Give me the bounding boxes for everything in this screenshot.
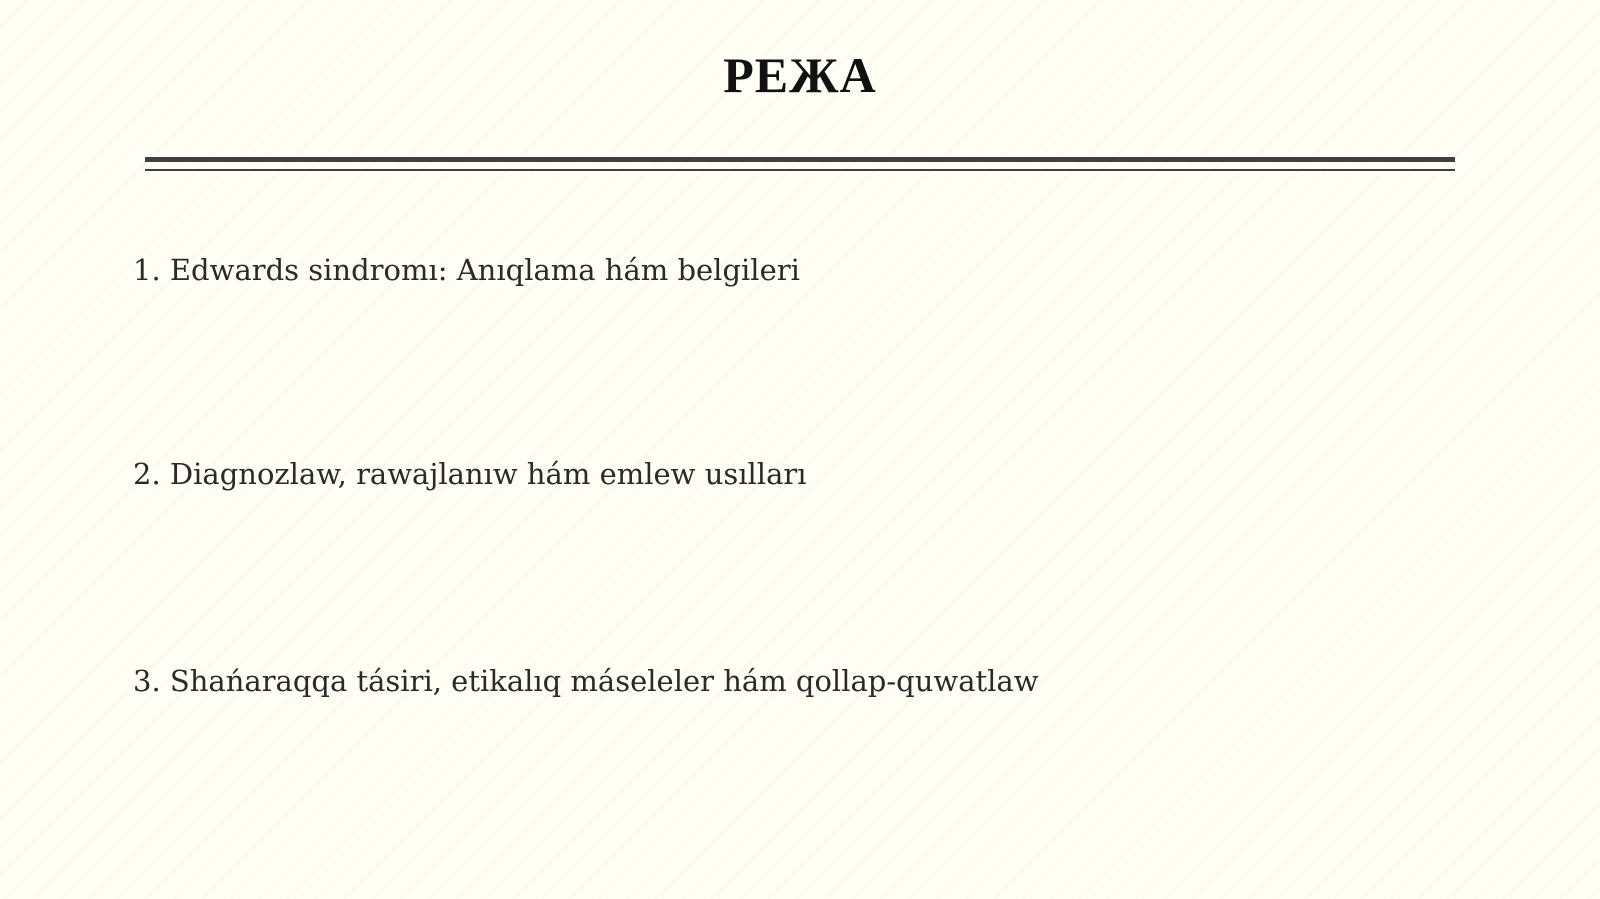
title-divider-thick — [145, 157, 1455, 162]
page-title: РЕЖА — [723, 47, 877, 103]
plan-item-2: 2. Diagnozlaw, rawajlanıw hám emlew usılları — [133, 457, 807, 491]
plan-item-1: 1. Edwards sindromı: Anıqlama hám belgileri — [133, 253, 800, 287]
plan-item-3: 3. Shańaraqqa tásiri, etikalıq máseleler hám qollap-quwatlaw — [133, 664, 1039, 698]
title-divider-thin — [145, 169, 1455, 171]
